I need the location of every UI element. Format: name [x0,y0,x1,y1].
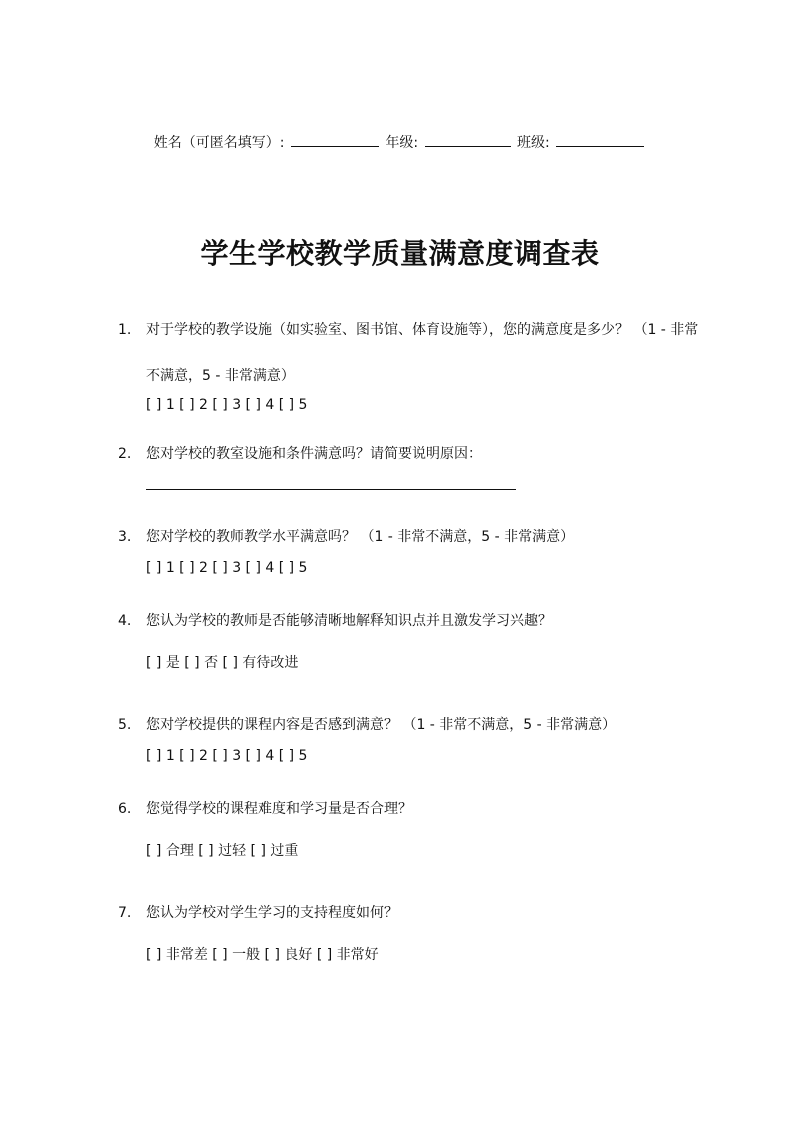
question-number: 7. [118,905,132,921]
question-text: 您对学校的教室设施和条件满意吗？请简要说明原因： [146,446,482,462]
question-1 [118,320,708,415]
rating-options[interactable]: [ ] 1 [ ] 2 [ ] 3 [ ] 4 [ ] 5 [146,397,308,413]
grade-label: 年级: [385,135,419,151]
question-number: 4. [118,613,132,629]
question-text: 您对学校的教师教学水平满意吗？ （1 - 非常不满意，5 - 非常满意） [146,529,575,545]
question-text: 对于学校的教学设施（如实验室、图书馆、体育设施等），您的满意度是多少？ （1 - 非常不满意，5 - 非常满意） [146,322,699,384]
choice-options[interactable]: [ ] 非常差 [ ] 一般 [ ] 良好 [ ] 非常好 [146,947,379,963]
name-blank[interactable] [291,131,379,147]
question-text: 您认为学校的教师是否能够清晰地解释知识点并且激发学习兴趣？ [146,613,552,629]
class-label: 班级: [517,135,550,151]
choice-options[interactable]: [ ] 是 [ ] 否 [ ] 有待改进 [146,655,299,671]
rating-options[interactable]: [ ] 1 [ ] 2 [ ] 3 [ ] 4 [ ] 5 [146,748,308,764]
question-text: 您认为学校对学生学习的支持程度如何？ [146,905,398,921]
grade-blank[interactable] [425,131,511,147]
answer-line[interactable] [146,489,516,490]
name-label: 姓名（可匿名填写）: [153,135,285,151]
question-2 [118,444,708,490]
question-text: 您觉得学校的课程难度和学习量是否合理？ [146,801,412,817]
question-4 [118,611,708,673]
rating-options[interactable]: [ ] 1 [ ] 2 [ ] 3 [ ] 4 [ ] 5 [146,560,308,576]
question-5 [118,715,708,766]
question-number: 5. [118,717,132,733]
question-number: 3. [118,529,132,545]
question-3 [118,527,708,578]
question-number: 1. [118,322,132,338]
class-blank[interactable] [556,131,644,147]
question-6 [118,799,708,861]
respondent-info-line [0,131,800,153]
question-number: 2. [118,446,132,462]
page-title: 学生学校教学质量满意度调查表 [200,237,600,270]
choice-options[interactable]: [ ] 合理 [ ] 过轻 [ ] 过重 [146,843,299,859]
question-7 [118,903,708,965]
question-number: 6. [118,801,132,817]
question-text: 您对学校提供的课程内容是否感到满意？ （1 - 非常不满意，5 - 非常满意） [146,717,617,733]
